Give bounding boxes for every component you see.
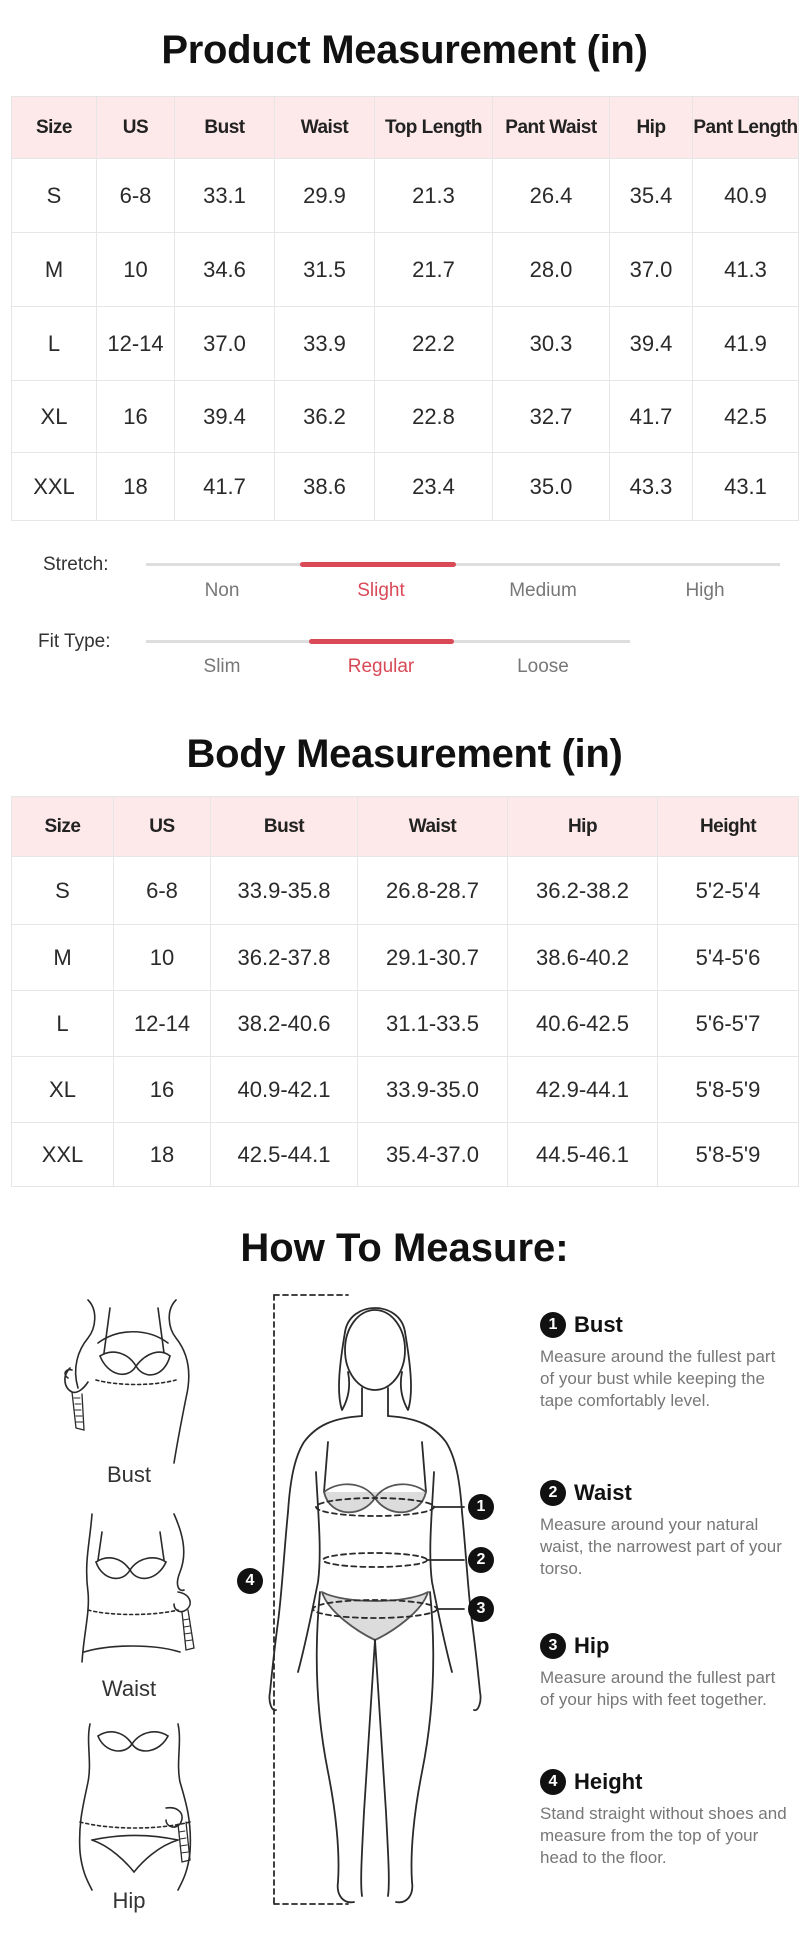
column-header: Bust [211, 797, 358, 857]
hip-illustration [70, 1722, 200, 1892]
table-row [12, 991, 799, 1057]
table-cell: 41.7 [175, 453, 275, 521]
table-cell: 37.0 [610, 233, 693, 307]
table-cell: 32.7 [493, 381, 610, 453]
table-cell: 6-8 [114, 857, 211, 925]
table-cell: 5'4-5'6 [658, 925, 799, 991]
table-header-row [12, 97, 799, 159]
table-cell: 35.4 [610, 159, 693, 233]
step-title: Height [574, 1769, 643, 1794]
table-cell: 36.2 [275, 381, 375, 453]
hip-thumb-label: Hip [112, 1888, 146, 1913]
step-hip [540, 1633, 790, 1711]
table-cell: M [12, 925, 114, 991]
table-cell: 38.6 [275, 453, 375, 521]
step-heading [540, 1480, 790, 1506]
stretch-option-medium: Medium [509, 580, 577, 601]
table-cell: 34.6 [175, 233, 275, 307]
table-cell: 43.3 [610, 453, 693, 521]
step-description: Measure around the fullest part of your bust while keeping the tape comfortably level. [540, 1347, 776, 1410]
product-measurement-table [11, 96, 799, 521]
table-cell: 16 [114, 1057, 211, 1123]
marker-bust: 1 [468, 1494, 494, 1520]
body-measurement-title: Body Measurement (in) [186, 732, 623, 776]
stretch-option-non: Non [204, 580, 240, 601]
table-cell: 29.9 [275, 159, 375, 233]
body-measurement-table [11, 796, 799, 1187]
table-cell: 41.3 [693, 233, 799, 307]
fit-type-option-regular: Regular [347, 656, 415, 677]
step-description: Measure around your natural waist, the narrowest part of your torso. [540, 1515, 782, 1578]
table-cell: 12-14 [97, 307, 175, 381]
table-cell: 41.7 [610, 381, 693, 453]
step-number-badge: 3 [540, 1633, 566, 1659]
table-cell: XL [12, 1057, 114, 1123]
table-cell: 33.9-35.0 [358, 1057, 508, 1123]
table-cell: M [12, 233, 97, 307]
table-row [12, 925, 799, 991]
stretch-selected-bar [300, 562, 456, 567]
step-bust [540, 1312, 790, 1412]
stretch-track [146, 563, 780, 566]
fit-type-option-loose: Loose [517, 656, 569, 677]
column-header: Size [12, 97, 97, 159]
table-cell: 36.2-38.2 [508, 857, 658, 925]
table-cell: 6-8 [97, 159, 175, 233]
table-cell: 39.4 [175, 381, 275, 453]
column-header: Waist [275, 97, 375, 159]
table-cell: 33.1 [175, 159, 275, 233]
table-cell: 37.0 [175, 307, 275, 381]
fit-type-selected-bar [309, 639, 454, 644]
table-cell: 40.9-42.1 [211, 1057, 358, 1123]
table-cell: 5'8-5'9 [658, 1057, 799, 1123]
waist-illustration [70, 1512, 200, 1682]
table-cell: 44.5-46.1 [508, 1123, 658, 1187]
table-row [12, 1057, 799, 1123]
table-row [12, 453, 799, 521]
step-title: Bust [574, 1312, 623, 1337]
table-cell: 39.4 [610, 307, 693, 381]
table-cell: 33.9-35.8 [211, 857, 358, 925]
step-description: Stand straight without shoes and measure from the top of your head to the floor. [540, 1804, 787, 1867]
table-cell: 5'2-5'4 [658, 857, 799, 925]
table-cell: 42.9-44.1 [508, 1057, 658, 1123]
table-cell: 29.1-30.7 [358, 925, 508, 991]
table-row [12, 1123, 799, 1187]
table-cell: 26.8-28.7 [358, 857, 508, 925]
step-title: Waist [574, 1480, 632, 1505]
step-heading [540, 1769, 790, 1795]
table-cell: 18 [114, 1123, 211, 1187]
table-cell: 5'8-5'9 [658, 1123, 799, 1187]
stretch-option-slight: Slight [357, 580, 405, 601]
step-number-badge: 1 [540, 1312, 566, 1338]
table-cell: XL [12, 381, 97, 453]
table-cell: L [12, 307, 97, 381]
table-cell: 23.4 [375, 453, 493, 521]
table-cell: 31.5 [275, 233, 375, 307]
fit-type-option-slim: Slim [203, 656, 241, 677]
table-cell: 18 [97, 453, 175, 521]
table-cell: 33.9 [275, 307, 375, 381]
table-cell: 38.6-40.2 [508, 925, 658, 991]
table-cell: 21.7 [375, 233, 493, 307]
column-header: Pant Length [693, 97, 799, 159]
table-cell: 43.1 [693, 453, 799, 521]
step-title: Hip [574, 1633, 610, 1658]
column-header: Height [658, 797, 799, 857]
bust-illustration [58, 1298, 208, 1468]
table-cell: 40.6-42.5 [508, 991, 658, 1057]
table-row [12, 307, 799, 381]
stretch-option-high: High [685, 580, 725, 601]
table-row [12, 233, 799, 307]
table-cell: 12-14 [114, 991, 211, 1057]
table-row [12, 159, 799, 233]
table-cell: 31.1-33.5 [358, 991, 508, 1057]
table-cell: 22.8 [375, 381, 493, 453]
marker-height: 4 [237, 1568, 263, 1594]
table-cell: 40.9 [693, 159, 799, 233]
table-cell: 35.0 [493, 453, 610, 521]
product-measurement-title: Product Measurement (in) [161, 28, 648, 72]
table-cell: S [12, 857, 114, 925]
column-header: Hip [610, 97, 693, 159]
table-cell: 38.2-40.6 [211, 991, 358, 1057]
step-heading [540, 1312, 790, 1338]
step-heading [540, 1633, 790, 1659]
stretch-label: Stretch: [43, 554, 109, 575]
fit-type-label: Fit Type: [38, 631, 111, 652]
table-cell: 16 [97, 381, 175, 453]
waist-thumb-label: Waist [101, 1676, 157, 1701]
marker-hip: 3 [468, 1596, 494, 1622]
column-header: Hip [508, 797, 658, 857]
step-number-badge: 4 [540, 1769, 566, 1795]
table-cell: 42.5-44.1 [211, 1123, 358, 1187]
table-cell: 10 [114, 925, 211, 991]
table-cell: 22.2 [375, 307, 493, 381]
step-description: Measure around the fullest part of your hips with feet together. [540, 1668, 776, 1709]
table-cell: 28.0 [493, 233, 610, 307]
table-row [12, 857, 799, 925]
step-waist [540, 1480, 790, 1580]
column-header: Size [12, 797, 114, 857]
column-header: Bust [175, 97, 275, 159]
column-header: Waist [358, 797, 508, 857]
table-cell: XXL [12, 453, 97, 521]
marker-waist: 2 [468, 1547, 494, 1573]
step-number-badge: 2 [540, 1480, 566, 1506]
how-to-measure-title: How To Measure: [240, 1226, 569, 1270]
table-cell: 30.3 [493, 307, 610, 381]
table-cell: 42.5 [693, 381, 799, 453]
table-cell: L [12, 991, 114, 1057]
table-cell: 41.9 [693, 307, 799, 381]
bust-thumb-label: Bust [106, 1462, 152, 1487]
table-cell: 10 [97, 233, 175, 307]
table-header-row [12, 797, 799, 857]
table-cell: 21.3 [375, 159, 493, 233]
column-header: US [114, 797, 211, 857]
table-cell: 26.4 [493, 159, 610, 233]
column-header: Pant Waist [493, 97, 610, 159]
table-cell: 36.2-37.8 [211, 925, 358, 991]
column-header: Top Length [375, 97, 493, 159]
step-height [540, 1769, 790, 1869]
table-row [12, 381, 799, 453]
table-cell: 5'6-5'7 [658, 991, 799, 1057]
table-cell: XXL [12, 1123, 114, 1187]
column-header: US [97, 97, 175, 159]
table-cell: 35.4-37.0 [358, 1123, 508, 1187]
table-cell: S [12, 159, 97, 233]
